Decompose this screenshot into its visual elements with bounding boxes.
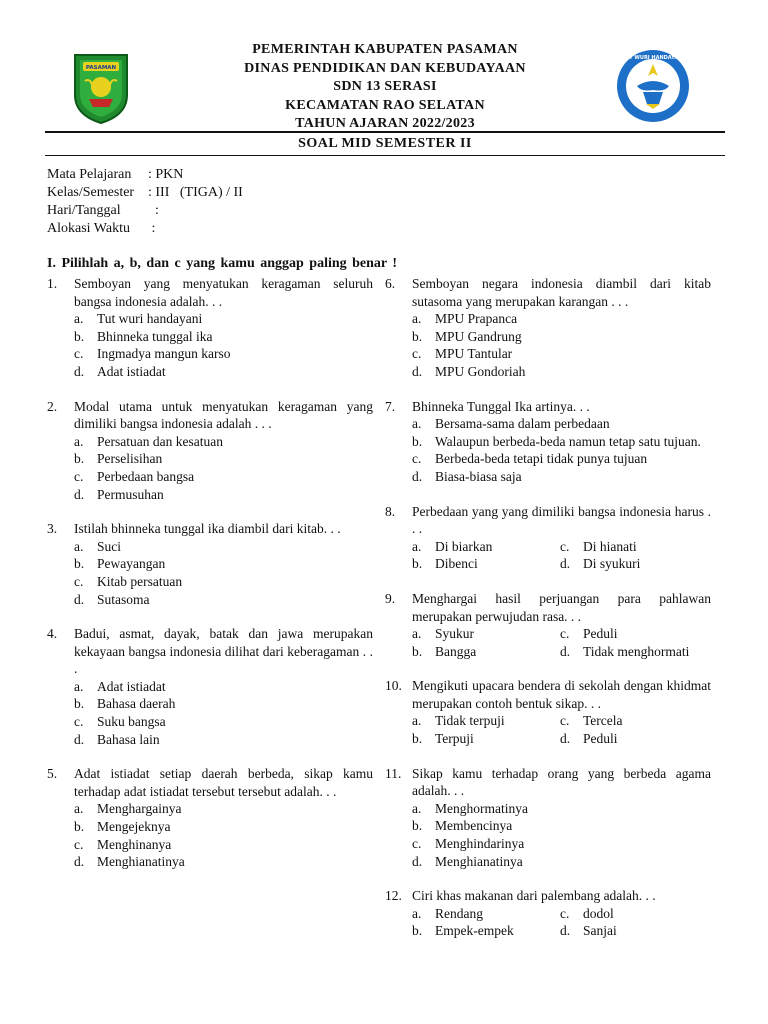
option-letter: a. (412, 905, 422, 921)
answer-option-row (412, 643, 711, 661)
question-text: Ciri khas makanan dari palembang adalah. . . (412, 888, 656, 904)
question-item (385, 590, 711, 660)
option-letter: a. (74, 433, 84, 449)
answer-option (74, 328, 373, 346)
question-text: Semboyan negara indonesia diambil dari kitab sutasoma yang merupakan karangan . . . (412, 276, 711, 309)
option-letter: d. (74, 591, 85, 607)
option-letter: a. (412, 800, 422, 816)
info-label: Alokasi Waktu (47, 221, 130, 236)
info-value: : (148, 203, 159, 218)
question-item (385, 398, 711, 486)
info-row-time (47, 220, 243, 238)
option-text: Bahasa lain (97, 731, 160, 747)
answer-option-row (412, 625, 711, 643)
letterhead-line: PEMERINTAH KABUPATEN PASAMAN (252, 42, 518, 57)
option-letter: c. (412, 451, 422, 467)
answer-option (74, 591, 373, 609)
option-text: Suci (97, 538, 122, 554)
info-label: Kelas/Semester (47, 185, 135, 200)
option-text: Menghinanya (97, 836, 172, 852)
option-letter: d. (412, 853, 423, 869)
question-item (47, 520, 373, 608)
question-number: 2. (47, 398, 58, 414)
option-text: Suku bangsa (97, 714, 166, 730)
option-text: Bangga (435, 643, 477, 659)
letterhead (45, 41, 725, 133)
option-letter: c. (560, 538, 570, 554)
answer-option (412, 450, 711, 468)
option-letter: c. (74, 346, 84, 362)
answer-option (74, 450, 373, 468)
answer-option-row (412, 555, 711, 573)
answer-option (560, 555, 708, 573)
option-letter: a. (74, 311, 84, 327)
questions-column-right (385, 275, 711, 957)
option-text: Membencinya (435, 818, 513, 834)
option-text: MPU Tantular (435, 346, 513, 362)
letterhead-rule (45, 131, 725, 133)
option-text: Empek-empek (435, 923, 514, 939)
answer-option (560, 712, 708, 730)
answer-option (560, 625, 708, 643)
option-text: Tidak terpuji (435, 713, 505, 729)
info-label: Mata Pelajaran (47, 167, 132, 182)
option-letter: c. (74, 573, 84, 589)
question-item (385, 503, 711, 573)
answer-option-row (412, 538, 711, 556)
option-text: Kitab persatuan (97, 573, 183, 589)
option-text: Menghargainya (97, 801, 182, 817)
question-item (47, 398, 373, 504)
option-letter: c. (74, 836, 84, 852)
option-text: Peduli (583, 626, 618, 642)
question-text: Semboyan yang menyatukan keragaman seluruh bangsa indonesia adalah. . . (74, 276, 373, 309)
info-value: : III (TIGA) / II (148, 185, 243, 200)
option-text: Syukur (435, 626, 475, 642)
question-text: Adat istiadat setiap daerah berbeda, sikap kamu terhadap adat istiadat tersebut tersebut adalah. . . (74, 766, 373, 799)
info-label: Hari/Tanggal (47, 203, 121, 218)
option-letter: a. (412, 626, 422, 642)
option-letter: c. (74, 714, 84, 730)
answer-option (560, 905, 708, 923)
letterhead-line: KECAMATAN RAO SELATAN (285, 97, 485, 113)
title-rule (45, 155, 725, 156)
option-text: MPU Gondoriah (435, 363, 526, 379)
option-text: Menghianatinya (435, 853, 523, 869)
option-text: Perbedaan bangsa (97, 468, 195, 484)
question-item (47, 275, 373, 381)
question-item (385, 677, 711, 747)
letterhead-text (145, 41, 625, 134)
option-text: Tidak menghormati (583, 643, 690, 659)
answer-option (412, 853, 711, 871)
question-item (47, 765, 373, 871)
answer-option-row (412, 730, 711, 748)
answer-option (412, 363, 711, 381)
option-letter: b. (412, 556, 423, 572)
question-number: 10. (385, 678, 402, 694)
option-text: Berbeda-beda tetapi tidak punya tujuan (435, 451, 648, 467)
question-number: 9. (385, 590, 396, 606)
option-letter: a. (412, 416, 422, 432)
option-text: Ingmadya mangun karso (97, 346, 231, 362)
question-text: Menghargai hasil perjuangan para pahlawan merupakan perwujudan rasa. . . (412, 590, 711, 624)
info-row-date (47, 202, 243, 220)
option-letter: b. (412, 731, 423, 747)
question-text: Bhinneka Tunggal Ika artinya. . . (412, 398, 590, 414)
answer-option (74, 800, 373, 818)
option-letter: d. (74, 363, 85, 379)
question-item (385, 765, 711, 871)
answer-option (412, 712, 560, 730)
answer-option (412, 905, 560, 923)
option-text: dodol (583, 905, 614, 921)
answer-option (412, 345, 711, 363)
question-text: Perbedaan yang yang dimiliki bangsa indonesia harus . . . (412, 503, 711, 537)
option-letter: a. (74, 538, 84, 554)
exam-title: SOAL MID SEMESTER II (298, 136, 472, 151)
option-letter: d. (560, 731, 571, 747)
question-number: 1. (47, 276, 58, 291)
answer-option (412, 625, 560, 643)
option-text: Permusuhan (97, 486, 164, 502)
answer-option (74, 853, 373, 871)
option-letter: b. (412, 328, 423, 344)
answer-option (74, 818, 373, 836)
option-text: Walaupun berbeda-beda namun tetap satu tujuan. (435, 433, 701, 449)
answer-option (74, 573, 373, 591)
answer-option (412, 817, 711, 835)
answer-option (412, 730, 560, 748)
option-letter: d. (560, 556, 571, 572)
answer-option (412, 433, 711, 451)
svg-text:PASAMAN: PASAMAN (85, 65, 117, 71)
info-row-subject (47, 166, 243, 184)
answer-option (560, 730, 708, 748)
answer-option (412, 538, 560, 556)
answer-option (412, 555, 560, 573)
option-letter: c. (560, 713, 570, 729)
option-text: Menghindarinya (435, 836, 525, 852)
answer-option-row (412, 922, 711, 940)
answer-option (74, 345, 373, 363)
answer-option (74, 731, 373, 749)
answer-option-row (412, 905, 711, 923)
option-text: Dibenci (435, 556, 478, 572)
answer-option (560, 643, 708, 661)
answer-option (74, 678, 373, 696)
option-letter: c. (560, 905, 570, 921)
answer-option (74, 713, 373, 731)
option-text: Di hianati (583, 538, 637, 554)
section-instruction: I. Pilihlah a, b, dan c yang kamu anggap paling benar ! (47, 256, 398, 271)
option-text: Perselisihan (97, 451, 163, 467)
question-number: 11. (385, 765, 402, 781)
question-item (385, 275, 711, 381)
option-letter: c. (74, 468, 84, 484)
option-letter: b. (74, 819, 85, 835)
option-text: Biasa-biasa saja (435, 468, 522, 484)
option-text: Pewayangan (97, 556, 166, 572)
answer-option (74, 538, 373, 556)
option-letter: b. (412, 643, 423, 659)
answer-option (74, 555, 373, 573)
option-text: Rendang (435, 905, 483, 921)
option-text: Mengejeknya (97, 819, 171, 835)
option-text: MPU Prapanca (435, 311, 518, 327)
answer-option (412, 922, 560, 940)
option-text: Menghianatinya (97, 854, 185, 870)
answer-option (412, 800, 711, 818)
option-text: Tercela (583, 713, 623, 729)
option-letter: a. (412, 713, 422, 729)
option-letter: d. (560, 643, 571, 659)
option-letter: d. (74, 731, 85, 747)
question-text: Istilah bhinneka tunggal ika diambil dari kitab. . . (74, 521, 341, 537)
answer-option (560, 538, 708, 556)
regency-emblem-icon (71, 49, 131, 125)
option-letter: a. (74, 678, 84, 694)
letterhead-line: DINAS PENDIDIKAN DAN KEBUDAYAAN (244, 60, 526, 76)
info-row-class (47, 184, 243, 202)
option-text: Bhinneka tunggal ika (97, 328, 213, 344)
answer-option-row (412, 712, 711, 730)
option-letter: b. (74, 451, 85, 467)
question-item (47, 625, 373, 748)
letterhead-line: TAHUN AJARAN 2022/2023 (295, 116, 475, 131)
answer-option (74, 310, 373, 328)
question-number: 6. (385, 276, 396, 291)
option-letter: d. (74, 854, 85, 870)
tut-wuri-handayani-logo-icon (613, 46, 693, 126)
option-text: Peduli (583, 731, 618, 747)
answer-option (74, 836, 373, 854)
option-letter: a. (412, 311, 422, 327)
answer-option (74, 433, 373, 451)
option-text: Sutasoma (97, 591, 150, 607)
option-letter: b. (412, 923, 423, 939)
question-number: 12. (385, 888, 402, 904)
question-text: Mengikuti upacara bendera di sekolah dengan khidmat merupakan contoh bentuk sikap. . . (412, 678, 711, 711)
option-text: Tut wuri handayani (97, 311, 203, 327)
option-text: Bahasa daerah (97, 696, 176, 712)
letterhead-line: SDN 13 SERASI (333, 79, 437, 94)
option-letter: a. (74, 801, 84, 817)
option-text: Sanjai (583, 923, 617, 939)
answer-option (74, 363, 373, 381)
option-text: Di biarkan (435, 538, 493, 554)
question-number: 5. (47, 766, 58, 782)
question-number: 8. (385, 503, 396, 519)
option-text: Adat istiadat (97, 678, 166, 694)
answer-option (412, 468, 711, 486)
option-letter: b. (74, 556, 85, 572)
question-item (385, 887, 711, 940)
answer-option (412, 328, 711, 346)
option-text: Di syukuri (583, 556, 641, 572)
option-letter: c. (412, 346, 422, 362)
question-text: Badui, asmat, dayak, batak dan jawa merupakan kekayaan bangsa indonesia dilihat dari keberagaman . . . (74, 626, 373, 677)
option-letter: b. (412, 818, 423, 834)
answer-option (74, 468, 373, 486)
option-text: Persatuan dan kesatuan (97, 433, 223, 449)
option-text: Terpuji (435, 731, 474, 747)
option-text: Adat istiadat (97, 363, 166, 379)
question-number: 4. (47, 626, 58, 642)
option-text: Bersama-sama dalam perbedaan (435, 416, 610, 432)
option-letter: b. (74, 328, 85, 344)
option-letter: d. (412, 363, 423, 379)
info-value: : PKN (148, 167, 184, 182)
answer-option (412, 310, 711, 328)
questions-column-left (47, 275, 373, 888)
option-letter: d. (412, 468, 423, 484)
option-letter: d. (560, 923, 571, 939)
option-text: MPU Gandrung (435, 328, 522, 344)
svg-text:TUT WURI HANDAYANI: TUT WURI HANDAYANI (621, 55, 685, 61)
question-number: 7. (385, 398, 396, 414)
option-letter: b. (74, 696, 85, 712)
option-text: Menghormatinya (435, 800, 528, 816)
option-letter: d. (74, 486, 85, 502)
answer-option (412, 835, 711, 853)
question-number: 3. (47, 521, 58, 537)
question-text: Modal utama untuk menyatukan keragaman yang dimiliki bangsa indonesia adalah . . . (74, 398, 373, 432)
option-letter: b. (412, 433, 423, 449)
answer-option (560, 922, 708, 940)
answer-option (74, 695, 373, 713)
info-value: : (148, 221, 156, 236)
question-text: Sikap kamu terhadap orang yang berbeda agama adalah. . . (412, 765, 711, 799)
answer-option (74, 486, 373, 504)
option-letter: c. (412, 836, 422, 852)
exam-info (47, 166, 243, 238)
answer-option (412, 643, 560, 661)
answer-option (412, 415, 711, 433)
option-letter: c. (560, 626, 570, 642)
option-letter: a. (412, 538, 422, 554)
